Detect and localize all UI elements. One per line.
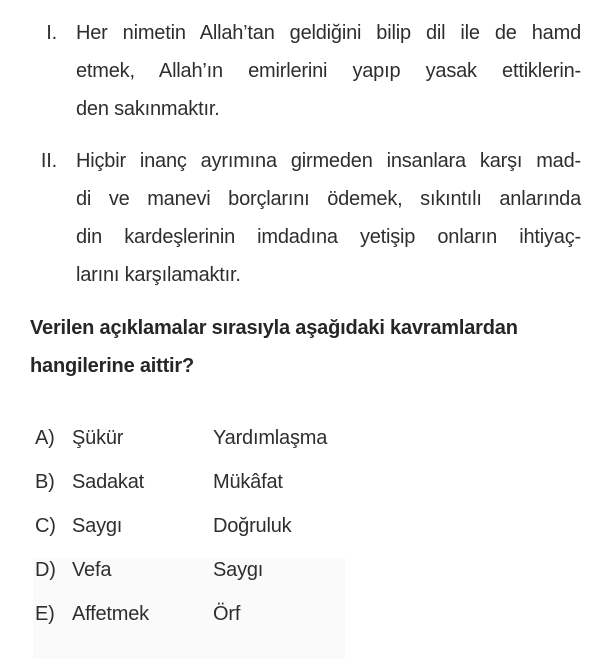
passage-2-line-2: di ve manevi borçlarını ödemek, sıkıntılı anlarında xyxy=(76,188,581,210)
passage-item-1 xyxy=(0,14,616,128)
passage-list xyxy=(0,0,616,294)
passage-2-text xyxy=(76,142,581,294)
option-d xyxy=(35,555,616,585)
option-a-letter: A) xyxy=(35,427,55,449)
passage-2-line-1: Hiçbir inanç ayrımına girmeden insanlara karşı mad- xyxy=(76,150,581,172)
option-e-letter: E) xyxy=(35,603,55,625)
option-a-second-term: Yardımlaşma xyxy=(213,427,328,449)
option-b-second-term: Mükâfat xyxy=(213,471,283,493)
option-c-second-term: Doğruluk xyxy=(213,515,292,537)
question-stem xyxy=(30,309,590,385)
option-c xyxy=(35,511,616,541)
option-e-second-term: Örf xyxy=(213,603,241,625)
passage-item-2 xyxy=(0,142,616,294)
question-stem-line-1: Verilen açıklamalar sırasıyla aşağıdaki kavramlardan xyxy=(30,317,518,339)
passage-1-text xyxy=(76,14,581,128)
option-e xyxy=(35,599,616,629)
passage-2-line-3: din kardeşlerinin imdadına yetişip onların ihtiyaç- xyxy=(76,226,581,248)
option-a-first-term: Şükür xyxy=(72,427,124,449)
option-c-letter: C) xyxy=(35,515,56,537)
answer-options xyxy=(35,423,616,629)
option-e-first-term: Affetmek xyxy=(72,603,149,625)
passage-1-line-2: etmek, Allah’ın emirlerini yapıp yasak ettiklerin- xyxy=(76,60,581,82)
option-b-first-term: Sadakat xyxy=(72,471,144,493)
option-d-first-term: Vefa xyxy=(72,559,112,581)
passage-1-line-1: Her nimetin Allah’tan geldiğini bilip dil ile de hamd xyxy=(76,22,581,44)
roman-numeral-1: I. xyxy=(46,22,57,44)
roman-numeral-2: II. xyxy=(40,150,57,172)
question-stem-line-2: hangilerine aittir? xyxy=(30,355,195,377)
option-b xyxy=(35,467,616,497)
option-d-second-term: Saygı xyxy=(213,559,264,581)
passage-2-line-4: larını karşılamaktır. xyxy=(76,264,241,286)
passage-1-line-3: den sakınmaktır. xyxy=(76,98,220,120)
option-d-letter: D) xyxy=(35,559,56,581)
option-b-letter: B) xyxy=(35,471,55,493)
option-a xyxy=(35,423,616,453)
option-c-first-term: Saygı xyxy=(72,515,123,537)
